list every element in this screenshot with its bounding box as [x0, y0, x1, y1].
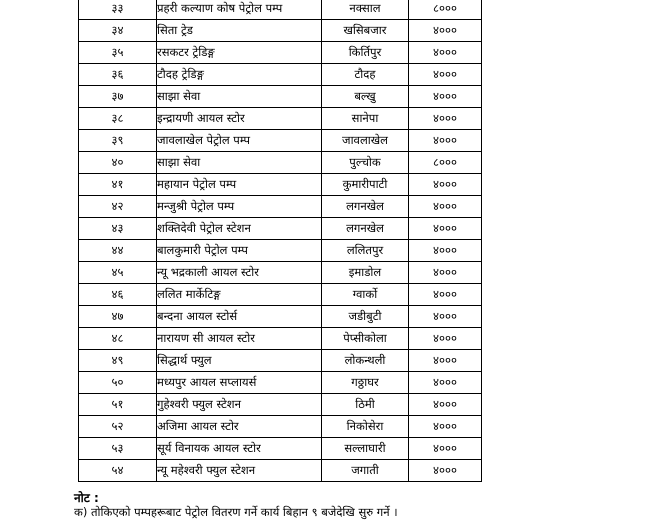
table-row	[79, 240, 482, 262]
station-name-cell: ललित मार्केटिङ्ग	[157, 284, 322, 306]
table-row	[79, 130, 482, 152]
location-cell: लगनखेल	[322, 196, 409, 218]
serial-number-cell: ५४	[79, 460, 157, 482]
quantity-cell: ४०००	[409, 42, 482, 64]
location-cell: सानेपा	[322, 108, 409, 130]
table-row	[79, 438, 482, 460]
serial-number-cell: ४६	[79, 284, 157, 306]
location-cell: लगनखेल	[322, 218, 409, 240]
table-row	[79, 328, 482, 350]
station-name-cell: प्रहरी कल्याण कोष पेट्रोल पम्प	[157, 0, 322, 20]
quantity-cell: ४०००	[409, 262, 482, 284]
table-row	[79, 20, 482, 42]
serial-number-cell: ५१	[79, 394, 157, 416]
station-name-cell: मध्यपुर आयल सप्लायर्स	[157, 372, 322, 394]
quantity-cell: ४०००	[409, 218, 482, 240]
location-cell: निकोसेरा	[322, 416, 409, 438]
station-name-cell: रसकटर ट्रेडिङ्ग	[157, 42, 322, 64]
quantity-cell: ४०००	[409, 64, 482, 86]
serial-number-cell: ४७	[79, 306, 157, 328]
serial-number-cell: ४५	[79, 262, 157, 284]
station-name-cell: गुहेश्वरी फ्युल स्टेशन	[157, 394, 322, 416]
serial-number-cell: ३५	[79, 42, 157, 64]
location-cell: बल्खु	[322, 86, 409, 108]
quantity-cell: ४०००	[409, 438, 482, 460]
station-name-cell: न्यू भद्रकाली आयल स्टोर	[157, 262, 322, 284]
serial-number-cell: ३९	[79, 130, 157, 152]
location-cell: पुल्चोक	[322, 152, 409, 174]
location-cell: लोकन्थली	[322, 350, 409, 372]
station-name-cell: मन्जुश्री पेट्रोल पम्प	[157, 196, 322, 218]
quantity-cell: ४०००	[409, 108, 482, 130]
quantity-cell: ४०००	[409, 20, 482, 42]
table-row	[79, 218, 482, 240]
quantity-cell: ४०००	[409, 328, 482, 350]
quantity-cell: ४०००	[409, 240, 482, 262]
station-name-cell: साझा सेवा	[157, 86, 322, 108]
station-name-cell: साझा सेवा	[157, 152, 322, 174]
serial-number-cell: ४४	[79, 240, 157, 262]
location-cell: जावलाखेल	[322, 130, 409, 152]
station-name-cell: इन्द्रायणी आयल स्टोर	[157, 108, 322, 130]
station-name-cell: अजिमा आयल स्टोर	[157, 416, 322, 438]
table-row	[79, 174, 482, 196]
station-name-cell: सूर्य विनायक आयल स्टोर	[157, 438, 322, 460]
quantity-cell: ४०००	[409, 394, 482, 416]
table-row	[79, 350, 482, 372]
table-row	[79, 86, 482, 108]
location-cell: सल्लाघारी	[322, 438, 409, 460]
table-row	[79, 372, 482, 394]
table-row	[79, 64, 482, 86]
quantity-cell: ८०००	[409, 0, 482, 20]
table-row	[79, 152, 482, 174]
quantity-cell: ४०००	[409, 350, 482, 372]
table-row	[79, 306, 482, 328]
table-body	[79, 0, 482, 482]
station-name-cell: शक्तिदेवी पेट्रोल स्टेशन	[157, 218, 322, 240]
quantity-cell: ४०००	[409, 416, 482, 438]
location-cell: पेप्सीकोला	[322, 328, 409, 350]
note-title: नोट :	[74, 491, 99, 505]
station-name-cell: नारायण सी आयल स्टोर	[157, 328, 322, 350]
table-row	[79, 460, 482, 482]
location-cell: टौदह	[322, 64, 409, 86]
serial-number-cell: ४९	[79, 350, 157, 372]
quantity-cell: ४०००	[409, 196, 482, 218]
table-row	[79, 42, 482, 64]
fuel-distribution-table	[78, 0, 482, 482]
location-cell: खसिबजार	[322, 20, 409, 42]
serial-number-cell: ३६	[79, 64, 157, 86]
serial-number-cell: ४२	[79, 196, 157, 218]
location-cell: गठ्ठाघर	[322, 372, 409, 394]
table-row	[79, 0, 482, 20]
station-name-cell: जावलाखेल पेट्रोल पम्प	[157, 130, 322, 152]
serial-number-cell: ३७	[79, 86, 157, 108]
location-cell: जगाती	[322, 460, 409, 482]
serial-number-cell: ३८	[79, 108, 157, 130]
station-name-cell: बन्दना आयल स्टोर्स	[157, 306, 322, 328]
table-row	[79, 108, 482, 130]
table-row	[79, 416, 482, 438]
serial-number-cell: ३३	[79, 0, 157, 20]
table-row	[79, 196, 482, 218]
quantity-cell: ८०००	[409, 152, 482, 174]
location-cell: ललितपुर	[322, 240, 409, 262]
location-cell: इमाडोल	[322, 262, 409, 284]
quantity-cell: ४०००	[409, 460, 482, 482]
quantity-cell: ४०००	[409, 306, 482, 328]
quantity-cell: ४०००	[409, 174, 482, 196]
serial-number-cell: ५२	[79, 416, 157, 438]
location-cell: नक्साल	[322, 0, 409, 20]
serial-number-cell: ४३	[79, 218, 157, 240]
note-line: क) तोकिएको पम्पहरूबाट पेट्रोल वितरण गर्ने कार्य बिहान ९ बजेदेखि सुरु गर्ने ।	[74, 505, 398, 519]
station-name-cell: न्यू महेश्वरी फ्युल स्टेशन	[157, 460, 322, 482]
serial-number-cell: ४०	[79, 152, 157, 174]
station-name-cell: महायान पेट्रोल पम्प	[157, 174, 322, 196]
location-cell: जडीबुटी	[322, 306, 409, 328]
serial-number-cell: ३४	[79, 20, 157, 42]
quantity-cell: ४०००	[409, 372, 482, 394]
table-row	[79, 262, 482, 284]
quantity-cell: ४०००	[409, 130, 482, 152]
serial-number-cell: ४८	[79, 328, 157, 350]
location-cell: ग्वार्को	[322, 284, 409, 306]
location-cell: कुमारीपाटी	[322, 174, 409, 196]
quantity-cell: ४०००	[409, 284, 482, 306]
station-name-cell: बालकुमारी पेट्रोल पम्प	[157, 240, 322, 262]
location-cell: किर्तिपुर	[322, 42, 409, 64]
station-name-cell: टौदह ट्रेडिङ्ग	[157, 64, 322, 86]
quantity-cell: ४०००	[409, 86, 482, 108]
station-name-cell: सिद्धार्थ फ्युल	[157, 350, 322, 372]
table-row	[79, 284, 482, 306]
station-name-cell: सिता ट्रेड	[157, 20, 322, 42]
serial-number-cell: ५३	[79, 438, 157, 460]
location-cell: ठिमी	[322, 394, 409, 416]
serial-number-cell: ४१	[79, 174, 157, 196]
serial-number-cell: ५०	[79, 372, 157, 394]
table-row	[79, 394, 482, 416]
